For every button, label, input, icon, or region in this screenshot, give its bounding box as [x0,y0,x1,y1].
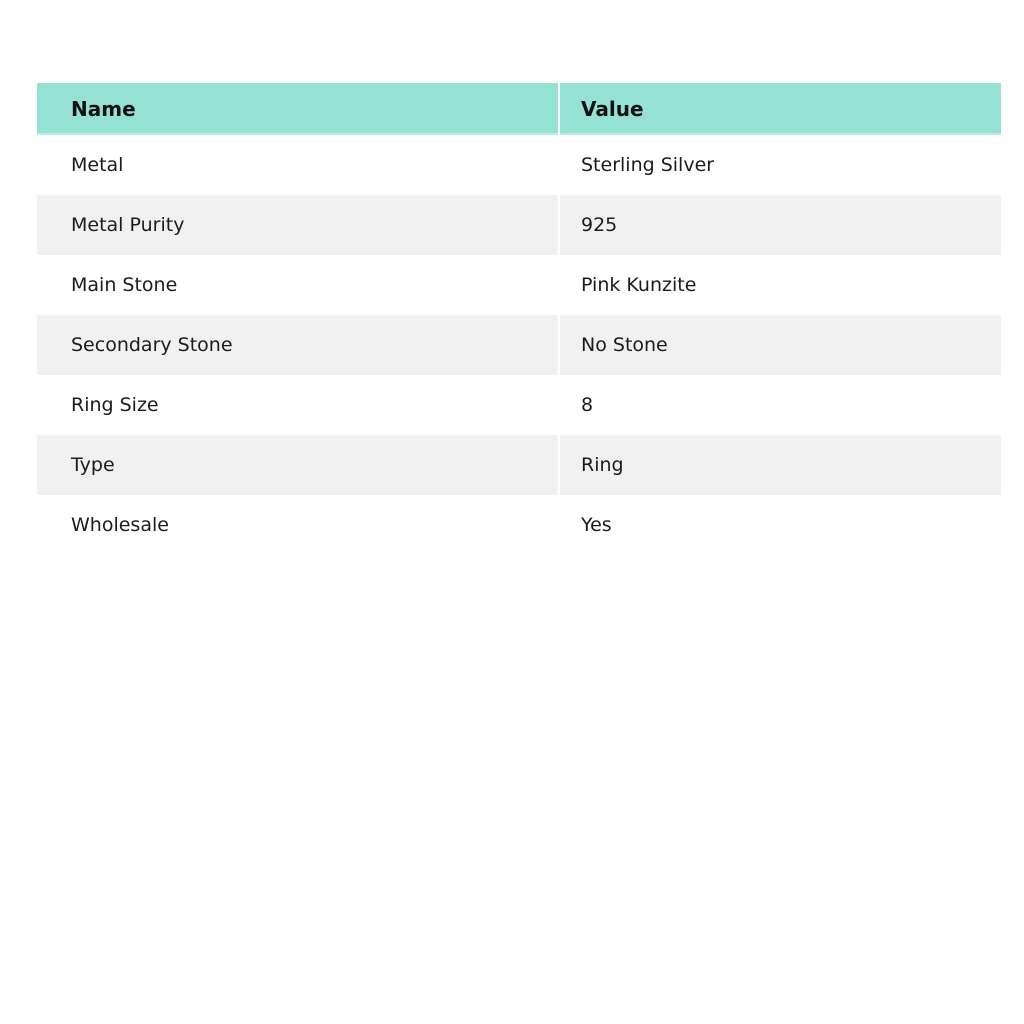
cell-value: Sterling Silver [559,135,1001,195]
cell-name: Main Stone [37,255,559,315]
cell-name: Metal [37,135,559,195]
table-row [37,315,1001,375]
spec-table-body [37,135,1001,555]
table-row [37,435,1001,495]
cell-name: Secondary Stone [37,315,559,375]
column-header-value: Value [559,83,1001,135]
cell-name: Ring Size [37,375,559,435]
cell-value: Ring [559,435,1001,495]
spec-table-header [37,83,1001,135]
cell-value: No Stone [559,315,1001,375]
table-row [37,195,1001,255]
cell-name: Type [37,435,559,495]
cell-value: Pink Kunzite [559,255,1001,315]
table-row [37,495,1001,555]
table-row [37,135,1001,195]
table-row [37,375,1001,435]
cell-name: Wholesale [37,495,559,555]
table-row [37,255,1001,315]
cell-value: 8 [559,375,1001,435]
cell-value: 925 [559,195,1001,255]
spec-table [37,83,1001,555]
cell-name: Metal Purity [37,195,559,255]
header-row [37,83,1001,135]
cell-value: Yes [559,495,1001,555]
column-header-name: Name [37,83,559,135]
